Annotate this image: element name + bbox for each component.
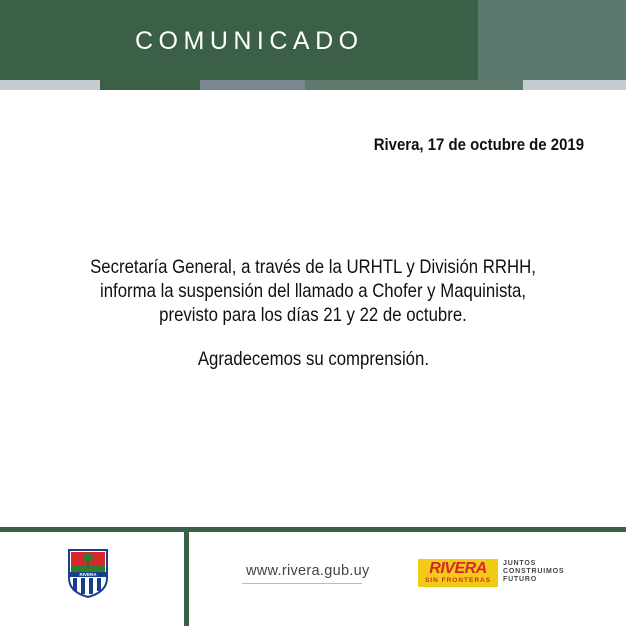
header-tint-block — [478, 0, 626, 80]
slogan-line: JUNTOS — [503, 560, 537, 567]
notice-line: previsto para los días 21 y 22 de octubre. — [159, 304, 467, 326]
slogan-line: CONSTRUIMOS — [503, 568, 565, 575]
notice-line: Secretaría General, a través de la URHTL y División RRHH, — [90, 256, 536, 278]
page-title: COMUNICADO — [135, 27, 364, 55]
crest-label: RIVERA — [79, 572, 97, 577]
notice-thanks — [0, 347, 626, 371]
footer-divider — [184, 532, 189, 626]
brand-logo — [418, 559, 498, 587]
notice-date: Rivera, 17 de octubre de 2019 — [373, 135, 584, 154]
thanks-text: Agradecemos su comprensión. — [197, 348, 429, 370]
stripe-segment — [200, 80, 305, 90]
stripe-segment — [0, 80, 100, 90]
brand-name: RIVERA — [429, 560, 487, 577]
rivera-crest-icon — [67, 548, 109, 598]
color-stripe-bar — [0, 80, 626, 90]
brand-subtitle: SIN FRONTERAS — [424, 577, 492, 584]
stripe-segment — [100, 80, 200, 90]
header-banner — [0, 0, 626, 80]
website-underline — [242, 583, 362, 584]
footer-rule — [0, 527, 626, 532]
notice-line: informa la suspensión del llamado a Chofer y Maquinista, — [99, 280, 526, 302]
website-link[interactable]: www.rivera.gub.uy — [246, 563, 370, 579]
slogan-line: FUTURO — [503, 576, 537, 583]
notice-message — [0, 255, 626, 327]
stripe-segment — [523, 80, 626, 90]
brand-slogan — [503, 560, 583, 584]
stripe-segment — [305, 80, 523, 90]
